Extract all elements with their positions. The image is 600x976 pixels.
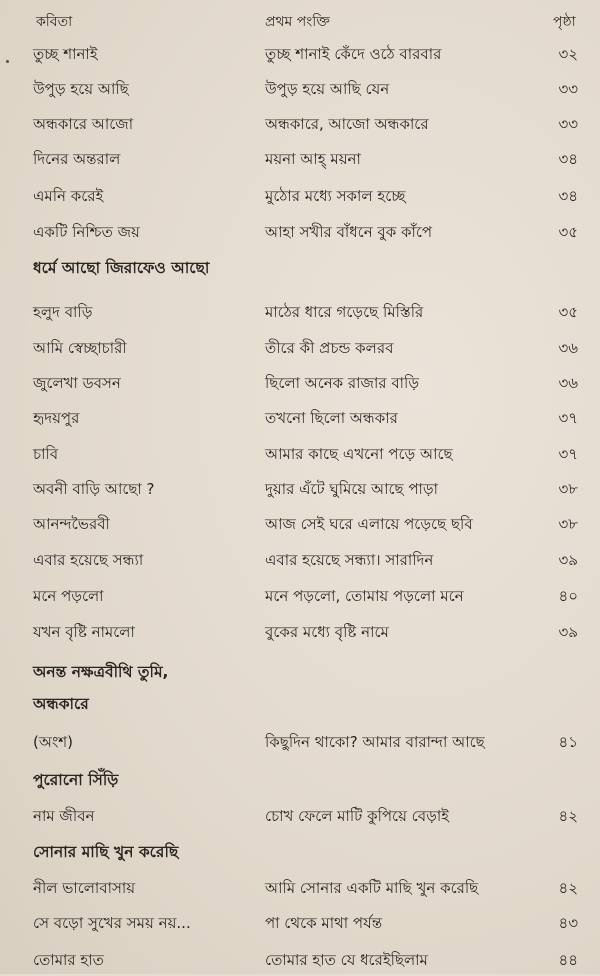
poem-title: এবার হয়েছে সন্ধ্যা: [33, 551, 144, 569]
page-number: ৪৪: [558, 951, 578, 969]
header-poem: কবিতা: [36, 14, 73, 30]
header-first-line: প্রথম পংক্তি: [265, 14, 330, 30]
poem-title: তুচ্ছ শানাই: [33, 45, 98, 63]
page-number: ৩৩: [558, 115, 578, 133]
page-number: ৩৮: [558, 480, 578, 498]
table-row: [0, 402, 600, 434]
first-line: তখনো ছিলো অন্ধকার: [265, 409, 398, 427]
first-line: তুচ্ছ শানাই কেঁদে ওঠে বারবার: [265, 45, 442, 63]
poem-title: অবনী বাড়ি আছো ?: [33, 480, 155, 498]
page-number: ৩৪: [558, 187, 578, 205]
first-line: পা থেকে মাথা পর্যন্ত: [265, 914, 383, 932]
poem-title: সে বড়ো সুখের সময় নয়...: [33, 914, 191, 932]
first-line: আজ সেই ঘরে এলায়ে পড়েছে ছবি: [265, 515, 473, 533]
first-line: কিছুদিন থাকো? আমার বারান্দা আছে: [265, 733, 485, 751]
table-row: [0, 508, 600, 540]
section-heading-row: [0, 656, 600, 688]
poem-title: উপুড় হয়ে আছি: [33, 80, 129, 98]
poem-title: চাবি: [33, 445, 59, 463]
poem-title: নীল ভালোবাসায়: [33, 879, 136, 897]
table-row: [0, 544, 600, 576]
table-row: [0, 473, 600, 505]
first-line: উপুড় হয়ে আছি যেন: [265, 80, 390, 98]
poem-title: অন্ধকারে আজো: [33, 115, 134, 133]
poem-title: অনন্ত নক্ষত্রবীথি তুমি,: [33, 663, 169, 681]
table-row: [0, 38, 600, 70]
poem-title: হলুদ বাড়ি: [33, 303, 93, 321]
page-number: ৩৫: [558, 223, 578, 241]
first-line: দুয়ার এঁটে ঘুমিয়ে আছে পাড়া: [265, 480, 438, 498]
poem-title: মনে পড়লো: [33, 587, 104, 605]
page-number: ৪২: [558, 807, 578, 825]
table-row: [0, 73, 600, 105]
page-number: ৪৩: [558, 914, 578, 932]
section-heading-row: [0, 688, 600, 720]
first-line: এবার হয়েছে সন্ধ্যা। সারাদিন: [265, 551, 434, 569]
poem-title: জুলেখা ডবসন: [33, 374, 121, 392]
poem-title: অন্ধকারে: [33, 695, 89, 713]
page-number: ৪১: [558, 733, 578, 751]
table-row: [0, 580, 600, 612]
first-line: ময়না আহ্ ময়না: [265, 150, 361, 168]
first-line: চোখ ফেলে মাটি কুপিয়ে বেড়াই: [265, 807, 449, 825]
table-row: [0, 907, 600, 939]
page-number: ৩৭: [558, 409, 578, 427]
poem-title: নাম জীবন: [33, 807, 95, 825]
page-number: ৩৩: [558, 80, 578, 98]
poem-title: পুরোনো সিঁড়ি: [33, 771, 119, 789]
poem-title: এমনি করেই: [33, 187, 104, 205]
table-row: [0, 800, 600, 832]
table-row: [0, 944, 600, 976]
section-heading-row: [0, 764, 600, 796]
page-number: ৩৯: [558, 551, 578, 569]
page-number: ৩৭: [558, 445, 578, 463]
table-row: [0, 108, 600, 140]
table-row: [0, 296, 600, 328]
poem-title: (অংশ): [33, 733, 74, 751]
first-line: মুঠোর মধ্যে সকাল হচ্ছে: [265, 187, 406, 205]
poem-title: তোমার হাত: [33, 951, 104, 969]
first-line: তোমার হাত যে ধরেইছিলাম: [265, 951, 428, 969]
first-line: আমি সোনার একটি মাছি খুন করেছি: [265, 879, 479, 897]
poem-title: আনন্দভৈরবী: [33, 515, 110, 533]
page-number: ৩২: [558, 45, 578, 63]
page-number: ৪২: [558, 879, 578, 897]
first-line: তীরে কী প্রচন্ড কলরব: [265, 339, 394, 357]
page-number: ৩৮: [558, 515, 578, 533]
first-line: মাঠের ধারে গড়েছে মিস্তিরি: [265, 303, 424, 321]
poem-title: যখন বৃষ্টি নামলো: [33, 623, 135, 641]
page-number: ৩৬: [558, 374, 578, 392]
poem-title: আমি স্বেচ্ছাচারী: [33, 339, 127, 357]
table-row: [0, 616, 600, 648]
table-row: [0, 726, 600, 758]
table-row: [0, 332, 600, 364]
poem-title: ধর্মে আছো জিরাফেও আছো: [33, 259, 210, 277]
table-row: [0, 143, 600, 175]
table-row: [0, 872, 600, 904]
table-row: [0, 180, 600, 212]
page-number: ৩৪: [558, 150, 578, 168]
section-heading-row: [0, 252, 600, 284]
table-row: [0, 438, 600, 470]
table-row: [0, 367, 600, 399]
first-line: ছিলো অনেক রাজার বাড়ি: [265, 374, 420, 392]
first-line: মনে পড়লো, তোমায় পড়লো মনে: [265, 587, 464, 605]
first-line: আমার কাছে এখনো পড়ে আছে: [265, 445, 453, 463]
first-line: বুকের মধ্যে বৃষ্টি নামে: [265, 623, 389, 641]
section-heading-row: [0, 836, 600, 868]
table-header: [0, 6, 600, 32]
table-row: [0, 216, 600, 248]
first-line: আহা সখীর বাঁধনে বুক কাঁপে: [265, 223, 433, 241]
header-page: পৃষ্ঠা: [553, 14, 576, 30]
poem-title: একটি নিশ্চিত জয়: [33, 223, 140, 241]
page-number: ৪০: [558, 587, 578, 605]
first-line: অন্ধকারে, আজো অন্ধকারে: [265, 115, 429, 133]
page-number: ৩৬: [558, 339, 578, 357]
poem-title: সোনার মাছি খুন করেছি: [33, 843, 179, 861]
page-number: ৩৫: [558, 303, 578, 321]
page-number: ৩৯: [558, 623, 578, 641]
poem-title: হৃদয়পুর: [33, 409, 80, 427]
poem-title: দিনের অন্তরাল: [33, 150, 121, 168]
